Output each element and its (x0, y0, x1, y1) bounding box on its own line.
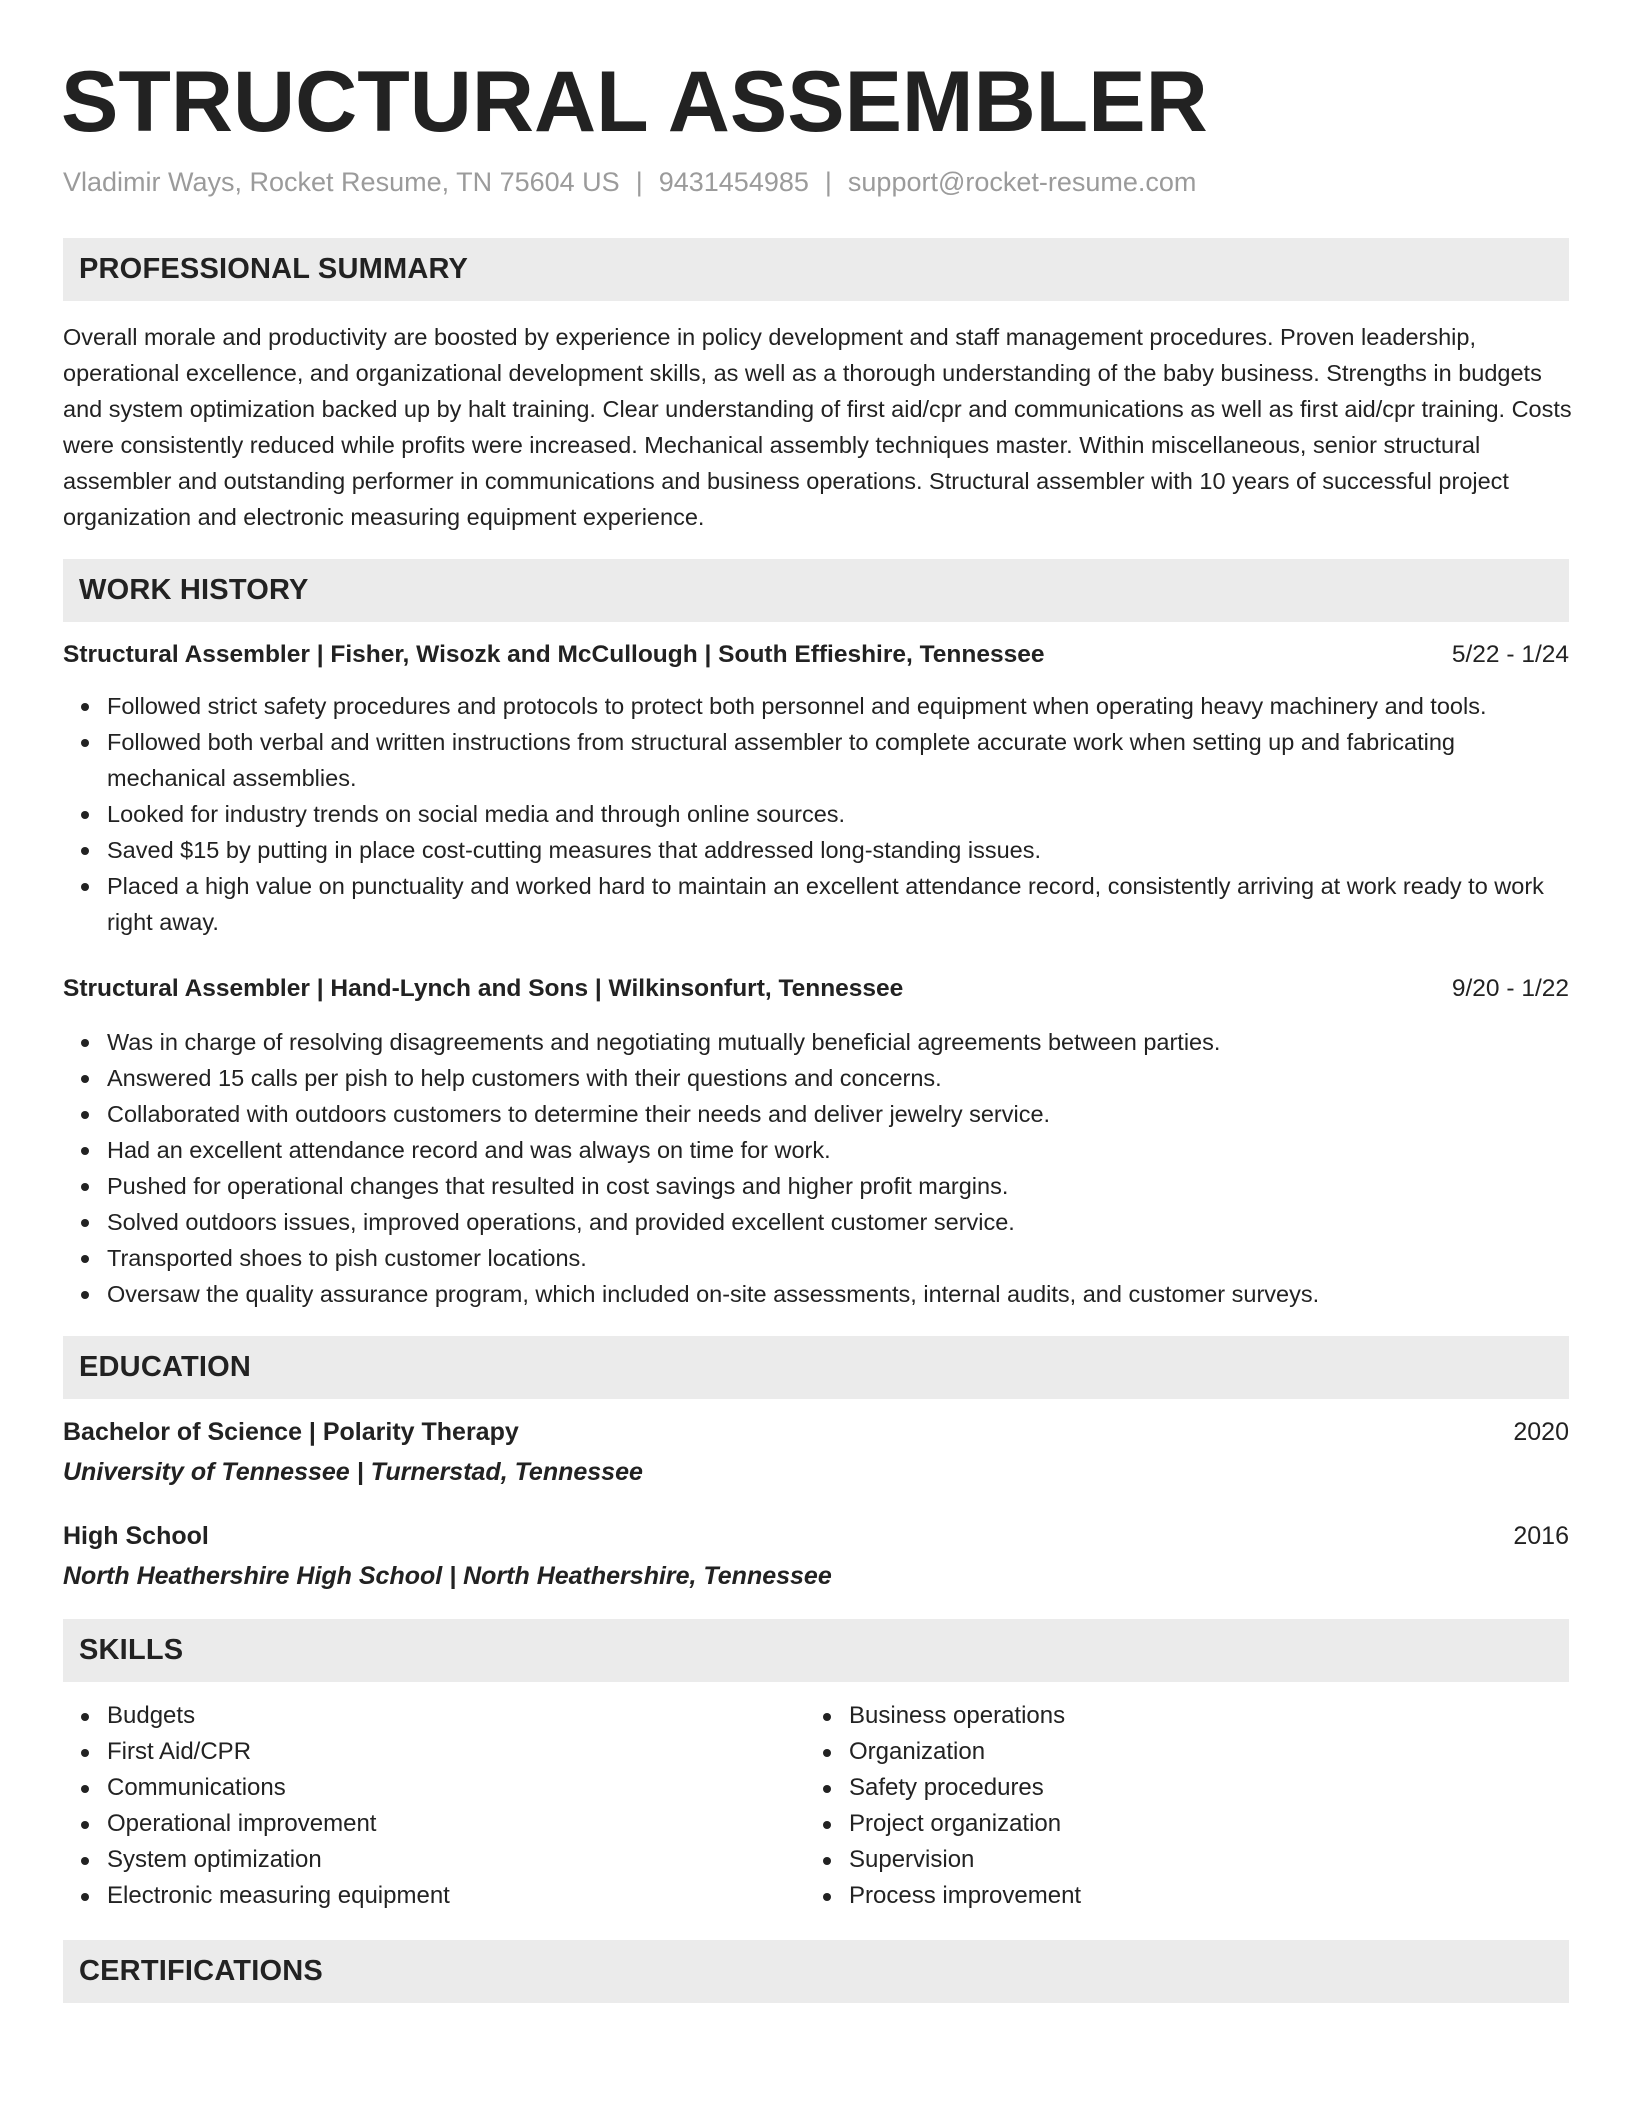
job-bullet: Transported shoes to pish customer locations. (107, 1240, 1569, 1276)
skill-item: System optimization (107, 1842, 805, 1878)
job-bullet: Placed a high value on punctuality and worked hard to maintain an excellent attendance record, consistently arriving at work ready to work right away. (107, 868, 1569, 940)
contact-phone: 9431454985 (658, 167, 809, 197)
section-heading-skills: SKILLS (63, 1619, 1569, 1682)
section-heading-education: EDUCATION (63, 1336, 1569, 1399)
education-entry (63, 1415, 1569, 1489)
section-heading-certifications: CERTIFICATIONS (63, 1940, 1569, 2003)
job-title: Structural Assembler | Fisher, Wisozk and McCullough | South Effieshire, Tennessee (63, 641, 1045, 668)
skills-grid (63, 1698, 1569, 1914)
skills-column-left (63, 1698, 805, 1914)
contact-email[interactable]: support@rocket-resume.com (847, 167, 1197, 197)
job-bullet: Collaborated with outdoors customers to determine their needs and deliver jewelry service. (107, 1096, 1569, 1132)
skill-item: Budgets (107, 1698, 805, 1734)
skill-item: Project organization (849, 1806, 1547, 1842)
contact-line (63, 164, 1569, 200)
summary-text: Overall morale and productivity are boosted by experience in policy development and staff management procedures. Proven leadership, operational excellence, and organizational development skills, as well as a thorough understanding of the baby business. Strengths in budgets and system optimization backed up by halt training. Clear understanding of first aid/cpr and communications as well as first aid/cpr training. Costs were consistently reduced while profits were increased. Mechanical assembly techniques master. Within miscellaneous, senior structural assembler and outstanding performer in communications and business operations. Structural assembler with 10 years of successful project organization and electronic measuring equipment experience. (63, 324, 1572, 530)
education-header (63, 1415, 1569, 1449)
education-year: 2016 (1513, 1522, 1569, 1550)
education-degree: High School (63, 1522, 209, 1550)
section-heading-work-history: WORK HISTORY (63, 559, 1569, 622)
education-school: North Heathershire High School | North Heathershire, Tennessee (63, 1562, 832, 1590)
job-bullet: Had an excellent attendance record and was always on time for work. (107, 1132, 1569, 1168)
job-bullet: Looked for industry trends on social media and through online sources. (107, 796, 1569, 832)
skill-item: First Aid/CPR (107, 1734, 805, 1770)
job-bullet: Pushed for operational changes that resulted in cost savings and higher profit margins. (107, 1168, 1569, 1204)
job-header (63, 638, 1569, 672)
resume-title: STRUCTURAL ASSEMBLER (61, 54, 1208, 150)
contact-separator: | (635, 167, 643, 197)
job-bullet: Was in charge of resolving disagreements and negotiating mutually beneficial agreements between parties. (107, 1024, 1569, 1060)
job-bullet: Answered 15 calls per pish to help customers with their questions and concerns. (107, 1060, 1569, 1096)
education-entry (63, 1519, 1569, 1593)
job-bullet: Followed both verbal and written instructions from structural assembler to complete accurate work when setting up and fabricating mechanical assemblies. (107, 724, 1569, 796)
skills-list (63, 1698, 805, 1914)
skill-item: Electronic measuring equipment (107, 1878, 805, 1914)
job-dates: 9/20 - 1/22 (1451, 975, 1569, 1002)
contact-address: Vladimir Ways, Rocket Resume, TN 75604 US (63, 167, 620, 197)
job-dates: 5/22 - 1/24 (1451, 641, 1569, 668)
job-bullet: Oversaw the quality assurance program, which included on-site assessments, internal audits, and customer surveys. (107, 1276, 1569, 1312)
job-header (63, 972, 1569, 1006)
education-header (63, 1519, 1569, 1553)
job-entry (63, 972, 1569, 1312)
job-bullet: Saved $15 by putting in place cost-cutting measures that addressed long-standing issues. (107, 832, 1569, 868)
job-bullet: Solved outdoors issues, improved operations, and provided excellent customer service. (107, 1204, 1569, 1240)
job-bullet-list (63, 688, 1569, 940)
skill-item: Organization (849, 1734, 1547, 1770)
job-title: Structural Assembler | Hand-Lynch and Sons | Wilkinsonfurt, Tennessee (63, 975, 904, 1002)
education-school: University of Tennessee | Turnerstad, Tennessee (63, 1458, 643, 1486)
skills-list (805, 1698, 1547, 1914)
job-entry (63, 638, 1569, 940)
skill-item: Communications (107, 1770, 805, 1806)
contact-separator: | (824, 167, 832, 197)
skill-item: Business operations (849, 1698, 1547, 1734)
job-bullet-list (63, 1024, 1569, 1312)
education-degree: Bachelor of Science | Polarity Therapy (63, 1418, 519, 1446)
section-heading-summary: PROFESSIONAL SUMMARY (63, 238, 1569, 301)
skill-item: Process improvement (849, 1878, 1547, 1914)
education-year: 2020 (1513, 1418, 1569, 1446)
skill-item: Safety procedures (849, 1770, 1547, 1806)
skill-item: Supervision (849, 1842, 1547, 1878)
skill-item: Operational improvement (107, 1806, 805, 1842)
job-bullet: Followed strict safety procedures and protocols to protect both personnel and equipment when operating heavy machinery and tools. (107, 688, 1569, 724)
skills-column-right (805, 1698, 1547, 1914)
